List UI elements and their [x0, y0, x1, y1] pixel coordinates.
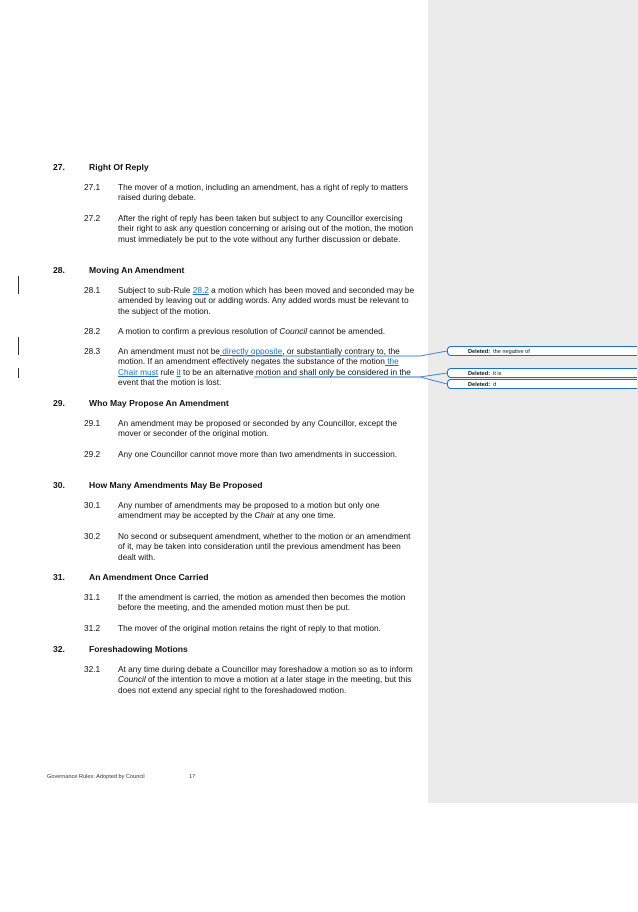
section-number: 32.: [53, 644, 65, 654]
clause-text: A motion to confirm a previous resolution of Council cannot be amended.: [118, 326, 386, 336]
clause-text: No second or subsequent amendment, whether to the motion or an amendment of it, may be taken into consideration until the previous amendment has been dealt with.: [118, 531, 411, 562]
clause-number: 29.2: [84, 449, 101, 459]
clause-text: Subject to sub-Rule 28.2 a motion which has been moved and seconded may be amended by leaving out or adding words. Any added words must be relevant to the subject of the motion.: [118, 285, 415, 316]
section-title: Who May Propose An Amendment: [89, 398, 229, 408]
deletion-balloon[interactable]: Deleted: it is: [447, 368, 637, 378]
clause-text: The mover of a motion, including an amendment, has a right of reply to matters raised during debate.: [118, 182, 409, 203]
clause-text: At any time during debate a Councillor may foreshadow a motion so as to inform Council of the intention to move a motion at a later stage in the meeting, but this does not extend any special right to the foreshadowed motion.: [118, 664, 413, 695]
clause-number: 31.2: [84, 623, 101, 633]
clause-number: 27.2: [84, 213, 101, 223]
clause-number: 30.1: [84, 500, 101, 510]
change-bar: [18, 337, 19, 355]
deletion-balloon[interactable]: Deleted: d: [447, 379, 637, 389]
clause-text: Any number of amendments may be proposed to a motion but only one amendment may be accepted by the Chair at any one time.: [118, 500, 380, 521]
section-title: An Amendment Once Carried: [89, 572, 209, 582]
section-number: 30.: [53, 480, 65, 490]
inserted-text[interactable]: the Chair must: [118, 356, 399, 377]
cross-reference-link[interactable]: 28.2: [192, 285, 209, 295]
footer-title: Governance Rules: Adopted by Council: [47, 774, 145, 780]
section-number: 28.: [53, 265, 65, 275]
clause-text: An amendment may be proposed or seconded by any Councillor, except the mover or seconder of the original motion.: [118, 418, 398, 439]
section-number: 31.: [53, 572, 65, 582]
section-title: How Many Amendments May Be Proposed: [89, 480, 263, 490]
clause-text: An amendment must not be directly opposite, or substantially contrary to, the motion. If an amendment effectively negates the substance of the motion the Chair must rule it to be an alternative motion and shall only be considered in the event that the motion is lost.: [118, 346, 411, 387]
markup-pane: [428, 0, 638, 803]
inserted-text[interactable]: directly opposite: [219, 346, 283, 356]
section-title: Right Of Reply: [89, 162, 149, 172]
clause-text: After the right of reply has been taken but subject to any Councillor exercising their right to ask any question concerning or arising out of the motion, the motion must immediately be put to the vote without any further discussion or debate.: [118, 213, 414, 244]
deletion-balloon[interactable]: Deleted: the negative of: [447, 346, 637, 356]
page-number: 17: [189, 774, 196, 780]
clause-number: 27.1: [84, 182, 101, 192]
clause-number: 30.2: [84, 531, 101, 541]
change-bar: [18, 276, 19, 294]
section-title: Foreshadowing Motions: [89, 644, 188, 654]
clause-text: Any one Councillor cannot move more than two amendments in succession.: [118, 449, 398, 459]
clause-number: 28.1: [84, 285, 101, 295]
clause-number: 31.1: [84, 592, 101, 602]
inserted-text[interactable]: it: [176, 366, 181, 377]
clause-text: The mover of the original motion retains the right of reply to that motion.: [118, 623, 381, 633]
clause-text: If the amendment is carried, the motion as amended then becomes the motion before the meeting, and the amended motion must then be put.: [118, 592, 406, 613]
section-number: 29.: [53, 398, 65, 408]
clause-number: 28.3: [84, 346, 101, 356]
clause-number: 29.1: [84, 418, 101, 428]
clause-number: 28.2: [84, 326, 101, 336]
change-bar: [18, 368, 19, 378]
section-title: Moving An Amendment: [89, 265, 185, 275]
section-number: 27.: [53, 162, 65, 172]
clause-number: 32.1: [84, 664, 101, 674]
